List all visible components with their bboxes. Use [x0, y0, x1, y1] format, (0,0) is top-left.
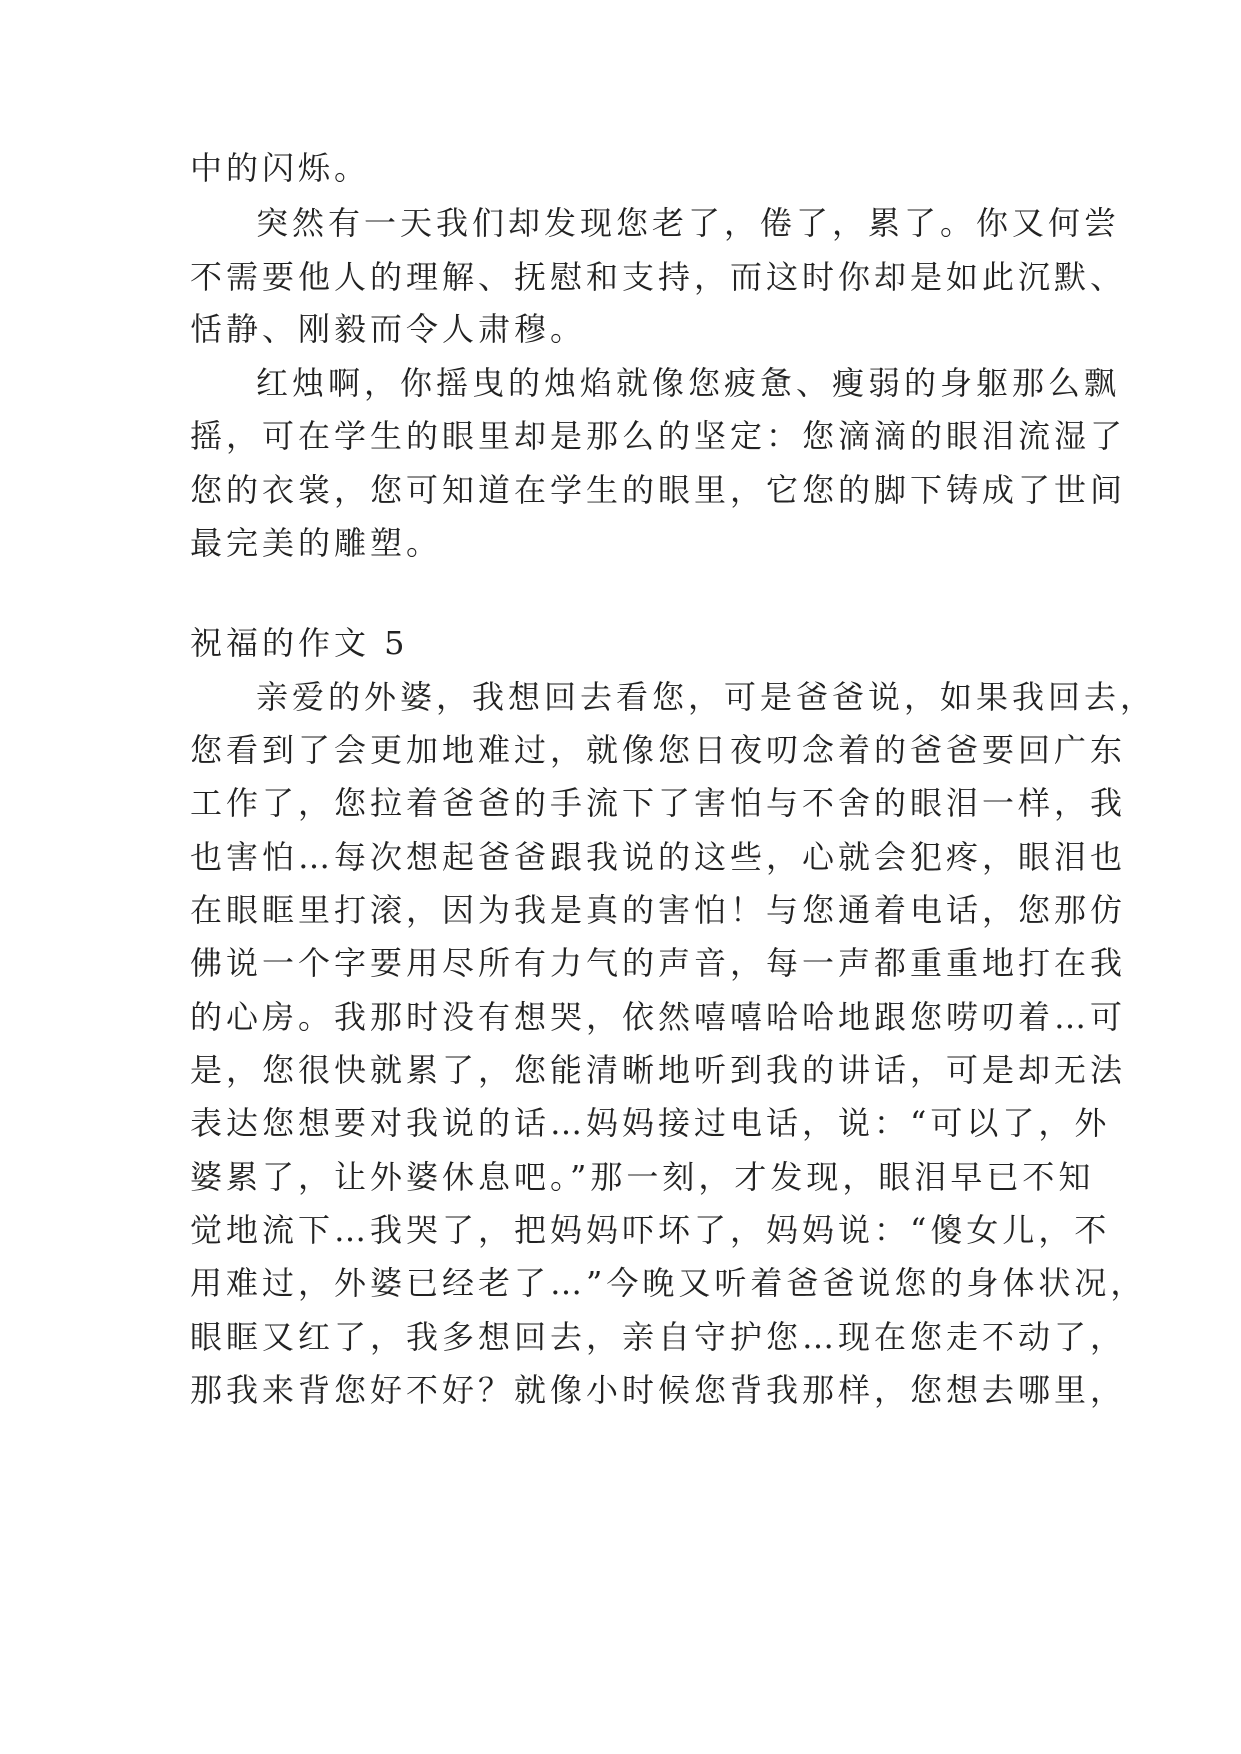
- section-heading: 祝福的作文 5: [190, 624, 409, 662]
- text-line: 中的闪烁。: [190, 149, 371, 187]
- text-line: 在眼眶里打滚，因为我是真的害怕！与您通着电话，您那仿: [190, 891, 1127, 929]
- text-line: 您看到了会更加地难过，就像您日夜叨念着的爸爸要回广东: [190, 731, 1127, 769]
- text-line: 用难过，外婆已经老了…”今晚又听着爸爸说您的身体状况，: [190, 1264, 1147, 1302]
- text-line: 表达您想要对我说的话…妈妈接过电话，说：“可以了，外: [190, 1104, 1111, 1142]
- text-line: 佛说一个字要用尽所有力气的声音，每一声都重重地打在我: [190, 944, 1127, 982]
- text-line: 不需要他人的理解、抚慰和支持，而这时你却是如此沉默、: [190, 258, 1127, 296]
- text-line: 摇，可在学生的眼里却是那么的坚定：您滴滴的眼泪流湿了: [190, 417, 1127, 455]
- text-line: 也害怕…每次想起爸爸跟我说的这些，心就会犯疼，眼泪也: [190, 838, 1127, 876]
- text-line: 是，您很快就累了，您能清晰地听到我的讲话，可是却无法: [190, 1051, 1127, 1089]
- text-line: 恬静、刚毅而令人肃穆。: [190, 310, 587, 348]
- paragraph-start-line: 亲爱的外婆，我想回去看您，可是爸爸说，如果我回去，: [256, 678, 1157, 716]
- text-line: 那我来背您好不好？就像小时候您背我那样，您想去哪里，: [190, 1371, 1127, 1409]
- text-line: 眼眶又红了，我多想回去，亲自守护您…现在您走不动了，: [190, 1318, 1127, 1356]
- text-line: 的心房。我那时没有想哭，依然嘻嘻哈哈地跟您唠叨着…可: [190, 998, 1127, 1036]
- text-line: 觉地流下…我哭了，把妈妈吓坏了，妈妈说：“傻女儿，不: [190, 1211, 1111, 1249]
- text-line: 最完美的雕塑。: [190, 524, 443, 562]
- paragraph-start-line: 红烛啊，你摇曳的烛焰就像您疲惫、瘦弱的身躯那么飘: [256, 364, 1121, 402]
- text-line: 婆累了，让外婆休息吧。”那一刻，才发现，眼泪早已不知: [190, 1158, 1095, 1196]
- text-line: 工作了，您拉着爸爸的手流下了害怕与不舍的眼泪一样，我: [190, 784, 1127, 822]
- paragraph-start-line: 突然有一天我们却发现您老了，倦了，累了。你又何尝: [256, 204, 1121, 242]
- text-line: 您的衣裳，您可知道在学生的眼里，它您的脚下铸成了世间: [190, 471, 1127, 509]
